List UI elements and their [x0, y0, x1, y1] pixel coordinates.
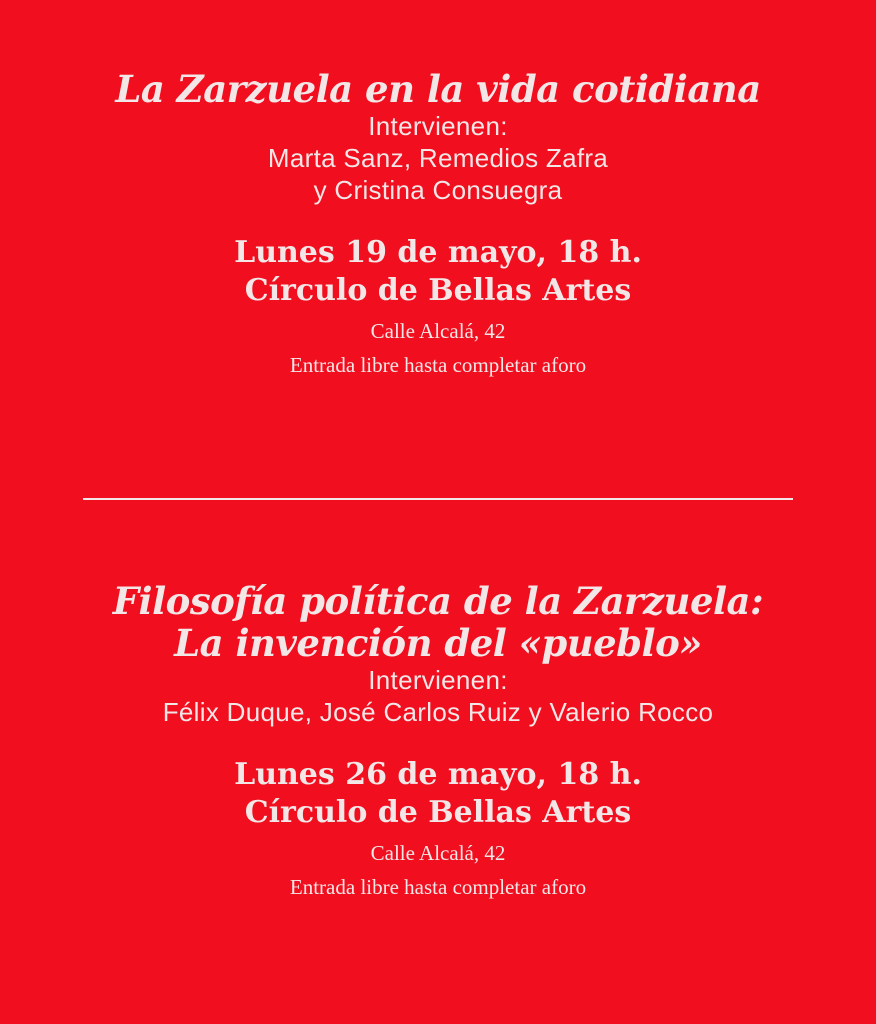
event-2: [0, 580, 876, 904]
event-venue: Círculo de Bellas Artes: [244, 795, 632, 830]
speakers-label: Intervienen:: [368, 111, 508, 141]
speakers-line: y Cristina Consuegra: [313, 175, 563, 205]
event-address: Calle Alcalá, 42: [370, 841, 506, 865]
event-entry: Entrada libre hasta completar aforo: [289, 875, 587, 899]
event-date: Lunes 19 de mayo, 18 h.: [234, 235, 642, 270]
event-venue: Círculo de Bellas Artes: [244, 273, 632, 308]
speakers-line: Marta Sanz, Remedios Zafra: [267, 143, 609, 173]
event-address: Calle Alcalá, 42: [370, 319, 506, 343]
speakers-line: Félix Duque, José Carlos Ruiz y Valerio Rocco: [162, 697, 714, 727]
event-title: Filosofía política de la Zarzuela:: [112, 579, 764, 623]
event-title: La Zarzuela en la vida cotidiana: [115, 67, 761, 111]
event-date: Lunes 26 de mayo, 18 h.: [234, 757, 642, 792]
event-entry: Entrada libre hasta completar aforo: [289, 353, 587, 377]
section-divider: [83, 498, 793, 500]
speakers-label: Intervienen:: [368, 665, 508, 695]
event-1: [0, 68, 876, 382]
event-title: La invención del «pueblo»: [174, 621, 702, 665]
